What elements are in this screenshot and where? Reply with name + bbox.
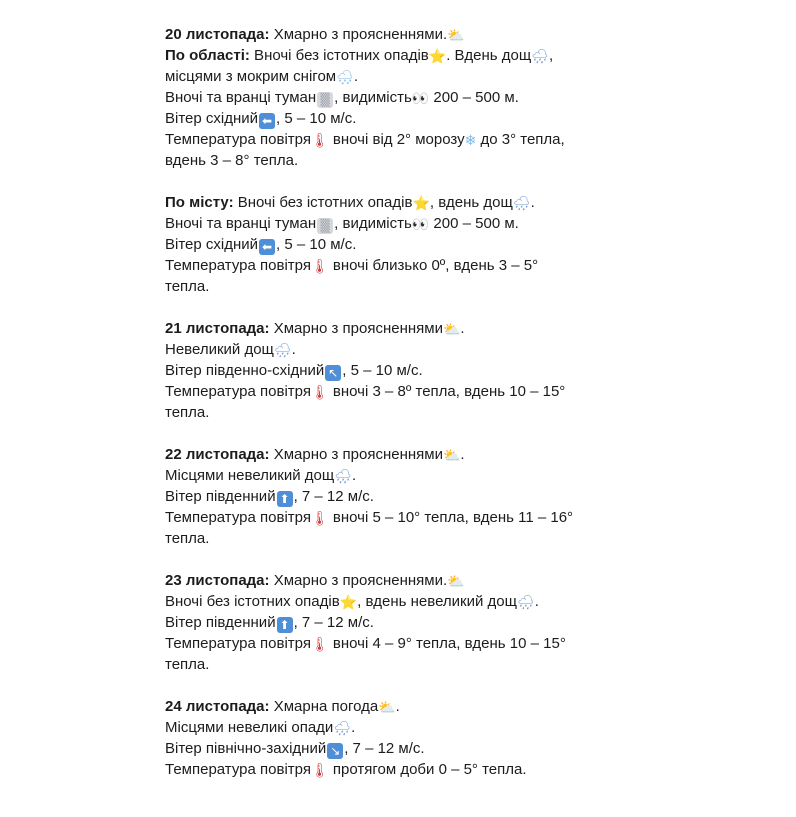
thermometer-icon: 🌡	[310, 259, 329, 275]
temp-text: Температура повітря	[165, 761, 311, 778]
eyes-icon: 👀	[411, 91, 430, 107]
precip-end: .	[291, 341, 296, 358]
sun-behind-cloud-icon: ⛅	[447, 574, 465, 590]
day-heading: 20 листопада:	[165, 26, 270, 43]
region-temp-line	[165, 129, 665, 150]
city-precip-line	[165, 192, 665, 213]
temp-text: Температура повітря	[165, 635, 311, 652]
temp-values: вночі близько 0º, вдень 3 – 5°	[328, 257, 539, 274]
forecast-day-22	[165, 444, 665, 549]
temp-end: тепла.	[165, 404, 210, 421]
fog-text: Вночі та вранці туман	[165, 89, 317, 106]
city-precip-text: Вночі без істотних опадів	[233, 194, 413, 211]
arrow-left-icon: ⬅	[259, 239, 275, 255]
forecast-document	[165, 24, 665, 801]
wind-text: Вітер південно-східний	[165, 362, 325, 379]
forecast-day-21	[165, 318, 665, 423]
temp-values: вночі 5 – 10° тепла, вдень 11 – 16°	[328, 509, 574, 526]
thermometer-icon: 🌡	[310, 763, 329, 779]
temp-text: Температура повітря	[165, 509, 311, 526]
wind-line	[165, 738, 665, 759]
temp-day: вдень 3 – 8° тепла.	[165, 152, 299, 169]
wind-text: Вітер східний	[165, 236, 259, 253]
day-heading: 24 листопада:	[165, 698, 270, 715]
wind-line	[165, 612, 665, 633]
region-snow-line	[165, 66, 665, 87]
precip-line	[165, 465, 665, 486]
snowflake-icon: ❄	[464, 133, 477, 149]
temp-end-line	[165, 528, 665, 549]
visibility-text: , видимість	[334, 89, 412, 106]
temp-values: протягом доби 0 – 5° тепла.	[328, 761, 527, 778]
temp-line	[165, 633, 665, 654]
wind-speed: , 7 – 12 м/с.	[293, 614, 374, 631]
temp-end: тепла.	[165, 530, 210, 547]
region-snow-end: .	[353, 68, 359, 85]
temp-end-line	[165, 402, 665, 423]
rain-cloud-icon: 🌧	[516, 595, 535, 611]
fog-text: Вночі та вранці туман	[165, 215, 317, 232]
day-heading: 21 листопада:	[165, 320, 270, 337]
city-precip-text-2: , вдень дощ	[429, 194, 513, 211]
wind-text: Вітер південний	[165, 488, 276, 505]
temp-end-line	[165, 654, 665, 675]
forecast-day-20	[165, 24, 665, 171]
thermometer-icon: 🌡	[310, 637, 329, 653]
forecast-day-23	[165, 570, 665, 675]
temp-values: вночі 4 – 9° тепла, вдень 10 – 15°	[328, 635, 566, 652]
rain-cloud-icon: 🌧	[333, 721, 352, 737]
precip-end: .	[351, 719, 356, 736]
wind-text: Вітер південний	[165, 614, 276, 631]
precip-end: .	[352, 467, 357, 484]
temp-text: Температура повітря	[165, 131, 311, 148]
precip-line	[165, 717, 665, 738]
sun-behind-cloud-icon: ⛅	[447, 28, 465, 44]
forecast-city-20	[165, 192, 665, 297]
forecast-day-24	[165, 696, 665, 780]
rain-cloud-icon: 🌧	[531, 49, 549, 65]
wind-speed: , 5 – 10 м/с.	[276, 110, 357, 127]
day-summary: Хмарно з проясненнями	[269, 320, 443, 337]
star-icon: ⭐	[412, 196, 430, 212]
day-summary: Хмарно з проясненнями.	[269, 26, 448, 43]
star-icon: ⭐	[339, 595, 358, 611]
precip-text: Вночі без істотних опадів	[165, 593, 340, 610]
temp-text: Температура повітря	[165, 383, 311, 400]
temp-values: вночі 3 – 8º тепла, вдень 10 – 15°	[328, 383, 566, 400]
visibility-value: 200 – 500 м.	[429, 215, 519, 232]
temp-end: тепла.	[165, 278, 210, 295]
rain-cloud-icon: 🌧	[273, 343, 292, 359]
sun-behind-cloud-icon: ⛅	[378, 700, 396, 716]
sun-behind-cloud-icon: ⛅	[442, 448, 461, 464]
visibility-value: 200 – 500 м.	[429, 89, 519, 106]
temp-text: Температура повітря	[165, 257, 311, 274]
precip-line	[165, 591, 665, 612]
temp-line	[165, 381, 665, 402]
arrow-up-left-icon: ↖	[325, 365, 341, 381]
thermometer-icon: 🌡	[310, 385, 329, 401]
region-snow-text: місцями з мокрим снігом	[165, 68, 337, 85]
wind-speed: , 7 – 12 м/с.	[344, 740, 425, 757]
wind-text: Вітер східний	[165, 110, 259, 127]
arrow-up-icon: ⬆	[277, 617, 293, 633]
precip-text: Невеликий дощ	[165, 341, 274, 358]
precip-text: Місцями невеликий дощ	[165, 467, 335, 484]
thermometer-icon: 🌡	[310, 511, 329, 527]
day-summary-line	[165, 570, 665, 591]
fog-icon: ▒	[317, 92, 333, 108]
region-temp-day-line	[165, 150, 665, 171]
city-precip-end: .	[530, 194, 535, 211]
arrow-down-right-icon: ↘	[327, 743, 343, 759]
thermometer-icon: 🌡	[310, 133, 329, 149]
wind-line	[165, 360, 665, 381]
city-wind-line	[165, 234, 665, 255]
day-summary-line	[165, 444, 665, 465]
precip-line	[165, 339, 665, 360]
precip-text-2: , вдень невеликий дощ	[357, 593, 517, 610]
temp-night: вночі від 2° морозу	[328, 131, 465, 148]
eyes-icon: 👀	[411, 217, 430, 233]
sun-behind-cloud-icon: ⛅	[442, 322, 461, 338]
visibility-text: , видимість	[334, 215, 412, 232]
day-summary-end: .	[460, 320, 465, 337]
temp-line	[165, 507, 665, 528]
wind-speed: , 5 – 10 м/с.	[276, 236, 357, 253]
day-summary-line	[165, 318, 665, 339]
city-fog-line	[165, 213, 665, 234]
star-icon: ⭐	[428, 49, 447, 65]
snow-cloud-icon: 🌨	[336, 70, 354, 86]
rain-cloud-icon: 🌧	[334, 469, 353, 485]
temp-night-end: до 3° тепла,	[476, 131, 565, 148]
region-precip-text-3: ,	[548, 47, 554, 64]
day-heading: 23 листопада:	[165, 572, 270, 589]
city-temp-end-line	[165, 276, 665, 297]
day-summary: Хмарно з проясненнями	[269, 446, 443, 463]
day-summary-line	[165, 696, 665, 717]
precip-end: .	[534, 593, 539, 610]
rain-cloud-icon: 🌧	[512, 196, 531, 212]
region-label: По області:	[165, 47, 250, 64]
wind-speed: , 7 – 12 м/с.	[293, 488, 374, 505]
arrow-left-icon: ⬅	[259, 113, 275, 129]
region-precip-text-2: . Вдень дощ	[446, 47, 532, 64]
fog-icon: ▒	[317, 218, 333, 234]
day-summary: Хмарно з проясненнями.	[269, 572, 448, 589]
day-summary-line	[165, 24, 665, 45]
temp-end: тепла.	[165, 656, 210, 673]
day-heading: 22 листопада:	[165, 446, 270, 463]
day-summary-end: .	[395, 698, 400, 715]
region-precip-text: Вночі без істотних опадів	[249, 47, 429, 64]
city-label: По місту:	[165, 194, 234, 211]
day-summary-end: .	[460, 446, 465, 463]
wind-line	[165, 486, 665, 507]
wind-text: Вітер північно-західний	[165, 740, 327, 757]
region-precip-line	[165, 45, 665, 66]
temp-line	[165, 759, 665, 780]
day-summary: Хмарна погода	[269, 698, 379, 715]
precip-text: Місцями невеликі опади	[165, 719, 334, 736]
city-temp-line	[165, 255, 665, 276]
wind-speed: , 5 – 10 м/с.	[342, 362, 423, 379]
region-fog-line	[165, 87, 665, 108]
region-wind-line	[165, 108, 665, 129]
arrow-up-icon: ⬆	[277, 491, 293, 507]
